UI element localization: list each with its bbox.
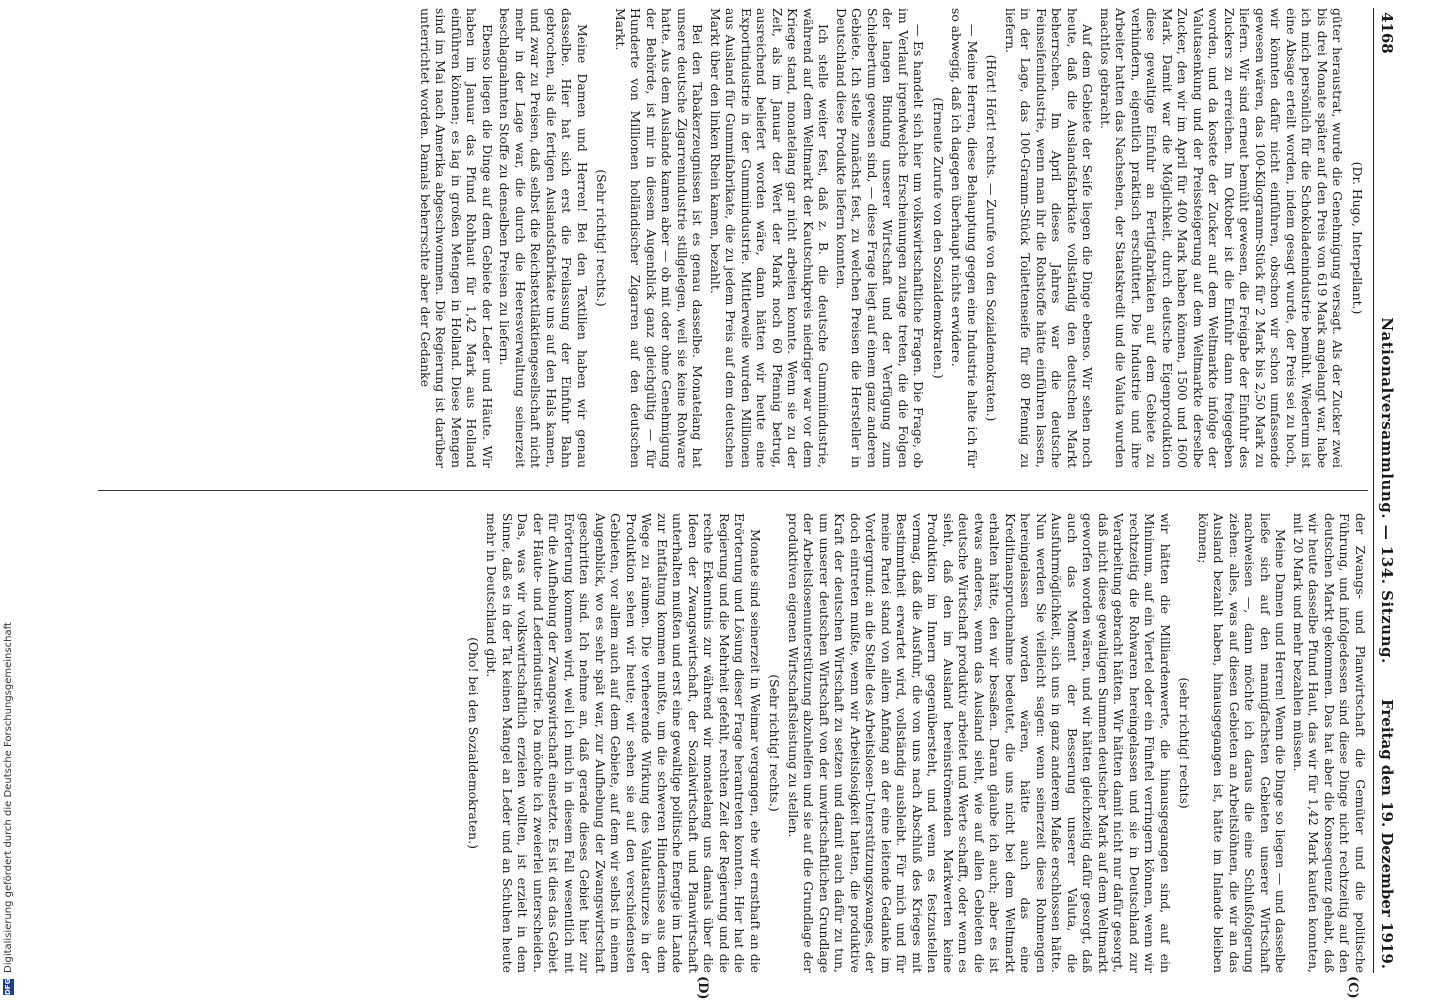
digitization-note: Digitalisierung gefördert durch die Deutsche Forschungsgemeinschaft [3, 622, 14, 973]
dfg-logo: DFG [4, 978, 12, 995]
page-date: Freitag den 19. Dezember 1919. [1378, 699, 1396, 969]
paragraph: der Zwangs- und Planwirtschaft die Gemüter und die politische Führung, und infolgedessen sind diese Dinge nicht rechtzeitig auf den deutschen Markt gekommen. Das hat aber die Konsequenz gehabt, daß wir heute dasselbe Pfund Haut, das wir für 1,42 Mark kaufen konnten, mit 20 Mark und mehr bezahlen müssen. [1291, 513, 1368, 973]
page-title: Nationalversammlung. — 134. Sitzung. [1378, 317, 1396, 664]
margin-marker-b [695, 0, 710, 1]
page-number: 4168 [1378, 12, 1396, 54]
column-divider [98, 490, 1368, 491]
margin-marker-d: (D) [695, 976, 710, 1000]
interjection: (Erneute Zurufe von den Sozialdemokraten.) [931, 97, 946, 379]
paragraph: — Es handelt sich hier um volkswirtschaftliche Fragen. Die Frage, ob im Verlauf irgendwelche Erscheinungen zutage treten, die die Folgen der langen Bindung unserer Wirtschaft und der Verfügung zum Schiebertum gewesen sind, — diese Frage liegt auf einem ganz anderen Gebiete. Ich stelle zunächst fest, zu welchen Preisen die Hersteller in Deutschland diese Produkte liefern konnten. [834, 8, 927, 468]
speaker-label: (Dr. Hugo, Interpellant.) [1350, 161, 1365, 315]
margin-marker-c: (C) [1345, 976, 1360, 999]
paragraph: Bei den Tabakerzeugnissen ist es genau dasselbe. Monatelang hat unsere deutsche Zigarrenindustrie stillgelegen, weil sie keine Rohware hatte. Aus dem Auslande kamen aber — ob mit oder ohne Genehmigung der Behörde, ist mir in diesem Augenblick ganz gleichgültig — für Hunderte von Millionen holländischer Zigarren auf den deutschen Markt. [613, 8, 706, 468]
paragraph: Monate sind seinerzeit in Weimar vergangen, ehe wir ernsthaft an die Erörterung und Lösung dieser Frage herantreten konnten. Hier hat die Regierung und die Mehrheit gefehlt, rechten Zeit der Regierung und die rechte Erkenntnis zur während wir monatelang uns damals über die Ideen der Zwangswirtschaft, der Sozialwirtschaft und Planwirtschaft unterhalten mußten und erst eine gewaltige politische Energie im Lande zur Entfaltung kommen mußte, um die schweren Hindernisse aus dem Wege zu räumen. Die verheerende Wirkung des Valutasturzes in der Produktion sehen wir heute; wir sehen sie auf den verschiedensten Gebieten, vor allem auch auf dem Gebiete, auf dem wir selbst in einem Augenblick, wo es sehr spät war, zur Aufhebung der Zwangswirtschaft geschritten sind. Ich nehme an, daß gerade dieses Gebiet hier zur Erörterung kommen wird, weil ich mich in diesem Fall wesentlich mit für die Aufhebung der Zwangswirtschaft einsetzte. Es ist dies das Gebiet der Häute- und Lederindustrie. Da möchte ich zweierlei unterscheiden. Das, was wir volkswirtschaftlich erzielen wollten, ist erzielt in dem Sinne, daß es in der Tat keinen Mangel an Leder und an Schuhen heute mehr in Deutschland gibt. [484, 513, 763, 973]
paragraph: Auf dem Gebiete der Seife liegen die Dinge ebenso. Wir sehen noch heute, daß die Auslandsfabrikate vollständig den deutschen Markt beherrschen. Im April dieses Jahres war die deutsche Feinseifenindustrie, wenn man ihr die Rohstoffe hätte einführen lassen, in der Lage, das 100-Gramm-Stück Toilettenseife für 80 Pfennig zu liefern. [1003, 8, 1096, 468]
left-column [98, 8, 1368, 468]
rotated-newspaper-sheet [90, 8, 1400, 1000]
page-header [1373, 8, 1400, 973]
right-column [98, 513, 1368, 973]
paragraph: Meine Damen und Herren! Bei den Textilien haben wir genau dasselbe. Hier hat sich erst die Freilassung der Einfuhr Bahn gebrochen, als die fertigen Auslandsfabrikate uns auf den Hals kamen, und zwar zu Preisen, daß selbst die Reichstextilaktiengesellschaft nicht mehr in der Lage war, die durch die Heeresverwaltung seinerzeit beschlagnahmten Stoffe zu denselben Preisen zu liefern. [497, 8, 590, 468]
paragraph: Meine Damen und Herren! Wenn die Dinge so liegen — und dasselbe ließe sich auf den mannigfachsten Gebieten unserer Wirtschaft nachweisen —, dann möchte ich daraus die eine Schlußfolgerung ziehen: alles, was auf diesen Gebieten an Arbeitslöhnen, die wir an das Ausland bezahlt haben, hinausgegangen ist, hätte im Inlande bleiben können; [1196, 513, 1289, 973]
paragraph: — Meine Herren, diese Behauptung gegen eine Industrie halte ich für so abwegig, daß ich dagegen überhaupt nichts erwidere. [949, 8, 980, 468]
paragraph: wir hätten die Milliardenwerte, die hinausgegangen sind, auf ein Minimum, auf ein Viertel oder ein Fünftel verringern können, wenn wir rechtzeitig die Rohwaren hereingelassen und sie in Deutschland zur Verarbeitung gebracht hätten. Wir hätten damit nicht nur dafür gesorgt, daß nicht diese gewaltigen Summen deutscher Mark auf dem Weltmarkt geworfen worden wären, und wir hätten gleichzeitig dafür gesorgt, daß auch das Moment der Besserung unserer Valuta, die Ausfuhrmöglichkeit, sich uns in ganz anderem Maße erschlossen hätte. Nun werden Sie vielleicht sagen: wenn seinerzeit diese Rohmengen hereingelassen worden wären, hätte auch das eine Kreditinanspruchnahme bedeutet, die uns nicht bei dem Weltmarkt erhalten hätte, den wir besaßen. Daran glaube ich auch; aber es ist etwas anderes, wenn das Ausland sieht, wie auf allen Gebieten die deutsche Wirtschaft produktiv arbeitet und Werte schafft, oder wenn es sieht, daß den im Ausland hereinströmenden Markwerten keine Produktion im Innern gegenübersteht, und wenn es festzustellen vermag, daß die Ausfuhr, die von uns nach Abschluß des Krieges mit Bestimmtheit erwartet wird, vollständig ausbleibt. Für mich und für meine Partei stand von allem Anfang an der eine leitende Gedanke im Vordergrund: an die Stelle des Arbeitslosen-Unterstützungszwanges, der doch eintreten mußte, wenn wir Arbeitslosigkeit hatten, die produktive Kraft der deutschen Wirtschaft zu setzen und damit auch dafür zu tun, um unserer deutschen Wirtschaft von der unwirtschaftlichen Grundlage der Arbeitslosenunterstützung abzuhelfen und sie auf die Grundlage der produktiven eigenen Wirtschaftsleistung zu stellen. [786, 513, 1173, 973]
interjection: (Sehr richtig! rechts.) [767, 674, 783, 812]
footer-strip [2, 5, 16, 995]
paragraph: Ich stelle weiter fest, daß z. B. die deutsche Gummiindustrie, während auf dem Weltmarkt der Kautschukpreis niedriger war vor dem Kriege stand, monatelang gar nicht arbeiten konnte. Wenn sie zu der Zeit, als im Januar der Wert der Mark noch 60 Pfennig betrug, ausreichend beliefert worden wäre, dann hätten wir heute eine Exportindustrie in der Gummiindustrie. Mittlerweile wurden Millionen aus Ausland für Gummifabrikate, die zu jedem Preis auf dem deutschen Markt über den linken Rhein kamen, bezahlt. [708, 8, 832, 468]
interjection: (Hört! Hört! rechts. — Zurufe von den Sozialdemokraten.) [984, 54, 1000, 422]
interjection: (Sehr richtig! rechts.) [594, 169, 610, 307]
interjection: (Oho! bei den Sozialdemokraten.) [466, 637, 481, 849]
interjection: (sehr richtig! rechts) [1177, 677, 1193, 809]
paragraph: Ebenso liegen die Dinge auf dem Gebiete der Leder und Häute. Wir haben im Januar das Pfund Rohhaut für 1,42 Mark aus Holland einführen können; es lag in großen Mengen in Holland. Diese Mengen sind im Mai nach Amerika abgeschwommen. Die Regierung ist darüber unterrichtet worden. Damals beherrschte aber der Gedanke [418, 8, 495, 468]
paragraph: güter heraustrat, wurde die Genehmigung versagt. Als der Zucker zwei bis drei Monate später auf den Preis von 619 Mark angelangt war, habe ich mich persönlich für die Schokoladenindustrie bemüht. Wiederum ist eine Absage erteilt worden, indem gesagt wurde, der Preis sei zu hoch, wir könnten dafür nicht einführen, obschon wir schon umfassende gewesen wären, das 100-Kilogramm-Stück für 2 Mark bis 2,50 Mark zu liefern. Wir sind erneut bemüht gewesen, die Freigabe der Einfuhr des Zuckers zu erreichen. Im Oktober ist die Einfuhr dann freigegeben worden, und da kostete der Zucker auf dem Weltmarkte infolge der Valutasenkung und der Preissteigerung auf dem Weltmarkte derselbe Zucker, den wir im April für 400 Mark haben können, 1500 und 1600 Mark. Damit war die Möglichkeit, durch deutsche Eigenproduktion diese gewaltige Einfuhr an Fertigfabrikaten auf dem Gebiete zu verhindern, eigentlich praktisch erschüttert. Die Industrie und ihre Arbeiter hatten das Nachsehen, der Staatskredit und die Valuta wurden machtlos gebracht. [1098, 8, 1346, 468]
